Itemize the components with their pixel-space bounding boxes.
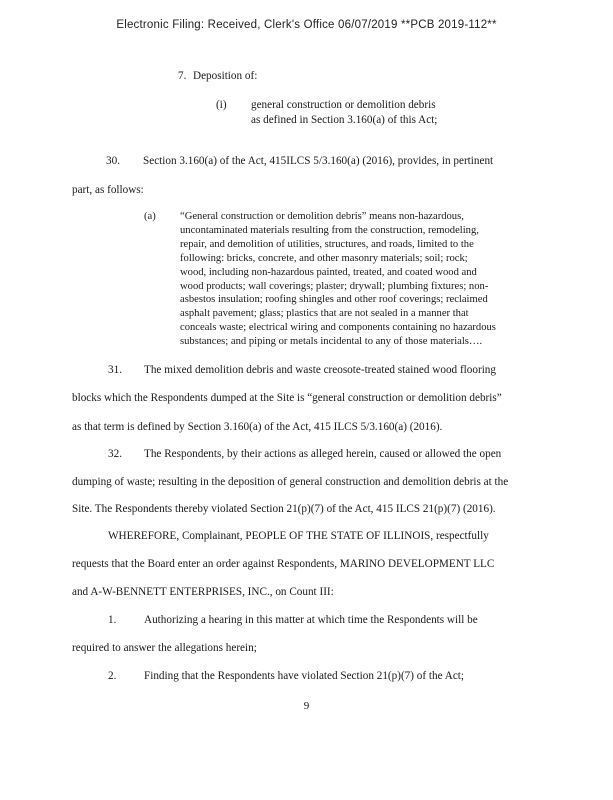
- quote-line: following: bricks, concrete, and other masonry materials; soil; rock;: [180, 252, 468, 264]
- quote-line: “General construction or demolition debris” means non-hazardous,: [180, 211, 464, 222]
- paragraph-31-number: 31.: [108, 364, 122, 376]
- subitem-i-label: (i): [216, 99, 227, 111]
- quote-line: conceals waste; electrical wiring and components containing no hazardous: [180, 322, 496, 334]
- wherefore-line-1: WHEREFORE, Complainant, PEOPLE OF THE STATE OF ILLINOIS, respectfully: [108, 530, 489, 542]
- quote-line: wood, including non-hazardous painted, treated, and coated wood and: [180, 266, 477, 278]
- item-7-text: Deposition of:: [193, 70, 258, 82]
- wherefore-line-2: requests that the Board enter an order against Respondents, MARINO DEVELOPMENT LLC: [72, 558, 495, 570]
- paragraph-31-line-2: blocks which the Respondents dumped at the Site is “general construction or demolition debris”: [72, 392, 502, 404]
- quote-line: wood products; wall coverings; plaster; drywall; plumbing fixtures; non-: [180, 280, 489, 292]
- request-1-number: 1.: [108, 614, 117, 626]
- quote-line: repair, and demolition of utilities, structures, and roads, limited to the: [180, 238, 474, 250]
- paragraph-32-number: 32.: [108, 448, 122, 460]
- paragraph-31-line-1: The mixed demolition debris and waste creosote-treated stained wood flooring: [144, 364, 496, 376]
- paragraph-32-line-2: dumping of waste; resulting in the deposition of general construction and demolition debris at the: [72, 476, 509, 488]
- subitem-i-line-1: general construction or demolition debris: [251, 99, 436, 111]
- request-1-line-2: required to answer the allegations herein;: [72, 642, 257, 654]
- quote-line: substances; and piping or metals incidental to any of those materials….: [180, 336, 483, 348]
- page-number: 9: [303, 700, 310, 712]
- request-2-line-1: Finding that the Respondents have violated Section 21(p)(7) of the Act;: [144, 670, 465, 682]
- paragraph-31-line-3: as that term is defined by Section 3.160(a) of the Act, 415 ILCS 5/3.160(a) (2016).: [72, 421, 443, 433]
- paragraph-30-line-2: part, as follows:: [72, 184, 144, 196]
- quote-line: uncontaminated materials resulting from the construction, remodeling,: [180, 224, 479, 236]
- quote-line: asbestos insulation; roofing shingles and other roof coverings; reclaimed: [180, 294, 488, 306]
- paragraph-32-line-3: Site. The Respondents thereby violated Section 21(p)(7) of the Act, 415 ILCS 21(p)(7) (2016).: [72, 503, 496, 515]
- quote-body: [180, 210, 560, 349]
- quote-line: asphalt pavement; glass; plastics that are not sealed in a manner that: [180, 308, 469, 320]
- item-7-label: 7.: [178, 70, 187, 82]
- quote-label: (a): [144, 211, 156, 222]
- request-2-number: 2.: [108, 670, 117, 682]
- paragraph-32-line-1: The Respondents, by their actions as alleged herein, caused or allowed the open: [144, 448, 502, 460]
- wherefore-line-3: and A-W-BENNETT ENTERPRISES, INC., on Count III:: [72, 586, 334, 598]
- paragraph-30-line-1: Section 3.160(a) of the Act, 415ILCS 5/3.160(a) (2016), provides, in pertinent: [143, 155, 494, 167]
- request-1-line-1: Authorizing a hearing in this matter at which time the Respondents will be: [144, 614, 478, 626]
- subitem-i-line-2: as defined in Section 3.160(a) of this Act;: [251, 114, 438, 126]
- paragraph-30-number: 30.: [106, 155, 120, 167]
- filing-stamp-header: Electronic Filing: Received, Clerk's Office 06/07/2019 **PCB 2019-112**: [116, 19, 497, 31]
